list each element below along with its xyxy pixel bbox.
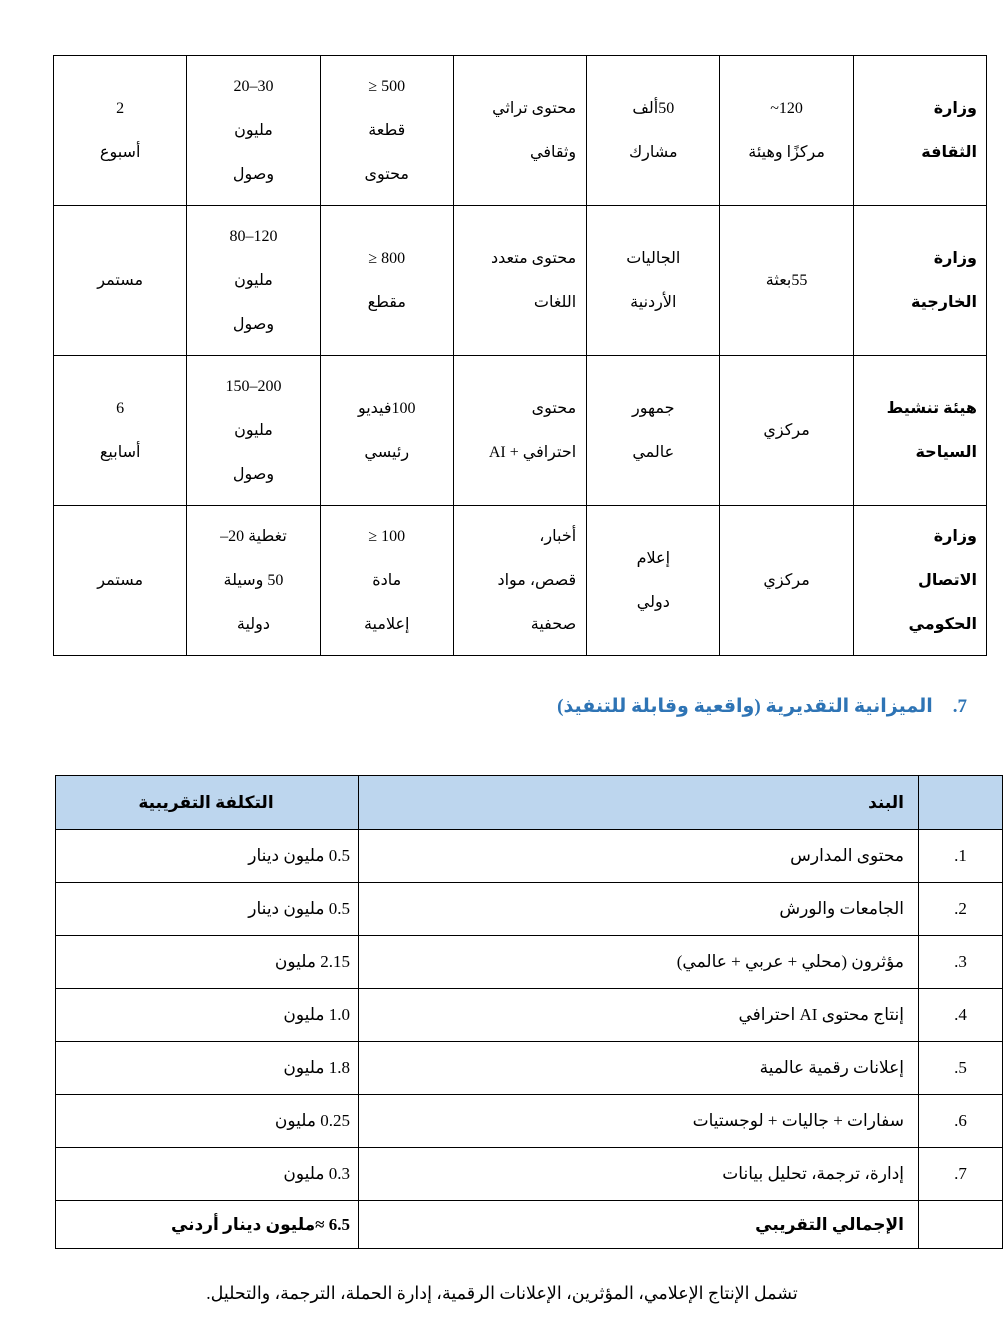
kpi-cell-content (453, 206, 586, 356)
budget-cell-num: 4. (919, 989, 1003, 1042)
kpi-cell-line: دولية (236, 615, 271, 633)
kpi-cell-line: وصول (232, 165, 275, 183)
budget-cell-item: الجامعات والورش (359, 883, 919, 936)
kpi-cell-duration (54, 356, 187, 506)
kpi-table (53, 55, 987, 656)
kpi-cell-line: هيئة تنشيط (886, 399, 977, 417)
budget-cell-item: إعلانات رقمية عالمية (359, 1042, 919, 1095)
kpi-cell-line: الثقافة (921, 143, 977, 161)
kpi-cell-line: الحكومي (908, 615, 977, 633)
kpi-cell-audience (587, 206, 720, 356)
kpi-cell-line: 50ألف (632, 99, 675, 117)
kpi-cell-line: إعلام (636, 549, 671, 567)
kpi-cell-line: احترافي + AI (488, 443, 577, 461)
kpi-cell-line: الجاليات (626, 249, 681, 267)
kpi-cell-line: رئيسي (364, 443, 410, 461)
kpi-cell-entity (853, 206, 986, 356)
kpi-cell-line: اللغات (533, 293, 577, 311)
footer-note: تشمل الإنتاج الإعلامي، المؤثرين، الإعلانات الرقمية، إدارة الحملة، الترجمة، والتحليل. (206, 1283, 798, 1303)
kpi-cell-line: 150–200 (225, 377, 282, 395)
kpi-cell-line: 6 (116, 399, 125, 417)
kpi-cell-line: دولي (636, 593, 670, 611)
budget-table (55, 775, 1003, 1249)
kpi-cell-line: الاتصال (917, 571, 977, 589)
kpi-row (54, 506, 987, 656)
kpi-cell-centers (720, 506, 853, 656)
budget-total-cell-cost: 6.5 ≈مليون دينار أردني (56, 1201, 359, 1249)
kpi-cell-line: أسبوع (99, 143, 141, 161)
kpi-cell-audience (587, 506, 720, 656)
kpi-cell-line: مركزي (763, 571, 810, 589)
kpi-cell-line: مستمر (97, 271, 144, 289)
kpi-cell-line: السياحة (915, 443, 977, 461)
kpi-cell-line: مركزًا وهيئة (748, 143, 825, 161)
budget-row (56, 936, 1003, 989)
kpi-cell-line: مقطع (367, 293, 406, 311)
kpi-cell-line: وزارة (933, 527, 977, 545)
budget-cell-num: 5. (919, 1042, 1003, 1095)
kpi-cell-line: عالمي (632, 443, 675, 461)
budget-cell-item: محتوى المدارس (359, 830, 919, 883)
kpi-cell-line: مشارك (628, 143, 678, 161)
kpi-cell-line: قصص، مواد (497, 571, 577, 589)
kpi-cell-line: مادة (372, 571, 402, 589)
budget-cell-cost: 0.25 مليون (56, 1095, 359, 1148)
kpi-cell-duration (54, 506, 187, 656)
kpi-cell-centers (720, 206, 853, 356)
kpi-cell-line: مليون (234, 421, 273, 439)
budget-cell-num: 2. (919, 883, 1003, 936)
section-heading-number: 7. (952, 696, 967, 717)
budget-table-body (56, 776, 1003, 1249)
kpi-cell-line: وثقافي (530, 143, 577, 161)
kpi-row (54, 356, 987, 506)
kpi-cell-line: ≥ 500 (368, 77, 406, 95)
kpi-cell-quantity (320, 206, 453, 356)
kpi-cell-entity (853, 356, 986, 506)
kpi-cell-line: 20–30 (233, 77, 274, 95)
section-heading-text: الميزانية التقديرية (واقعية وقابلة للتنفيذ) (557, 696, 933, 717)
kpi-cell-line: مستمر (97, 571, 144, 589)
section-heading (557, 695, 967, 718)
kpi-cell-reach (187, 506, 320, 656)
budget-cell-item: مؤثرون (محلي + عربي + عالمي) (359, 936, 919, 989)
kpi-cell-line: تغطية 20– (220, 527, 287, 545)
budget-cell-cost: 0.5 مليون دينار (56, 883, 359, 936)
kpi-cell-line: 80–120 (229, 227, 278, 245)
budget-header-cell-item: البند (359, 776, 919, 830)
kpi-cell-line: إعلامية (363, 615, 410, 633)
kpi-cell-line: وصول (232, 465, 275, 483)
kpi-cell-duration (54, 56, 187, 206)
kpi-cell-centers (720, 356, 853, 506)
kpi-cell-line: وزارة (933, 249, 977, 267)
kpi-cell-audience (587, 356, 720, 506)
kpi-cell-line: جمهور (632, 399, 675, 417)
budget-header-cell-cost: التكلفة التقريبية (56, 776, 359, 830)
kpi-cell-content (453, 506, 586, 656)
kpi-cell-line: أخبار، (539, 527, 577, 545)
kpi-row (54, 56, 987, 206)
budget-cell-item: إنتاج محتوى AI احترافي (359, 989, 919, 1042)
kpi-table-body (54, 56, 987, 656)
budget-cell-num: 6. (919, 1095, 1003, 1148)
budget-cell-num: 1. (919, 830, 1003, 883)
kpi-cell-line: الأردنية (630, 293, 677, 311)
kpi-cell-line: محتوى (531, 399, 577, 417)
kpi-cell-line: 55بعثة (765, 271, 808, 289)
kpi-row (54, 206, 987, 356)
budget-header-cell-num (919, 776, 1003, 830)
kpi-cell-line: ≥ 800 (368, 249, 406, 267)
kpi-cell-line: مركزي (763, 421, 810, 439)
budget-row (56, 1042, 1003, 1095)
budget-cell-num: 7. (919, 1148, 1003, 1201)
budget-cell-cost: 1.8 مليون (56, 1042, 359, 1095)
budget-total-cell-num (919, 1201, 1003, 1249)
budget-row (56, 830, 1003, 883)
kpi-cell-line: مليون (234, 271, 273, 289)
budget-cell-cost: 2.15 مليون (56, 936, 359, 989)
kpi-cell-line: وصول (232, 315, 275, 333)
budget-header-row (56, 776, 1003, 830)
budget-cell-item: سفارات + جاليات + لوجستيات (359, 1095, 919, 1148)
kpi-cell-line: 50 وسيلة (223, 571, 284, 589)
budget-row (56, 1148, 1003, 1201)
budget-row (56, 989, 1003, 1042)
kpi-cell-quantity (320, 56, 453, 206)
kpi-cell-line: وزارة (933, 99, 977, 117)
kpi-cell-reach (187, 356, 320, 506)
kpi-cell-centers (720, 56, 853, 206)
kpi-cell-line: الخارجية (910, 293, 977, 311)
kpi-cell-line: قطعة (368, 121, 406, 139)
kpi-cell-reach (187, 56, 320, 206)
kpi-cell-line: أسابيع (99, 443, 141, 461)
kpi-cell-line: ~120 (770, 99, 803, 117)
kpi-cell-line: محتوى تراثي (492, 99, 577, 117)
budget-row (56, 1095, 1003, 1148)
budget-total-row (56, 1201, 1003, 1249)
kpi-cell-content (453, 56, 586, 206)
budget-row (56, 883, 1003, 936)
kpi-cell-quantity (320, 506, 453, 656)
kpi-cell-line: 100فيديو (357, 399, 416, 417)
budget-cell-cost: 1.0 مليون (56, 989, 359, 1042)
kpi-cell-audience (587, 56, 720, 206)
kpi-cell-entity (853, 56, 986, 206)
kpi-cell-line: صحفية (530, 615, 577, 633)
kpi-cell-content (453, 356, 586, 506)
kpi-cell-line: محتوى متعدد (491, 249, 577, 267)
kpi-cell-reach (187, 206, 320, 356)
kpi-cell-line: 2 (116, 99, 125, 117)
kpi-cell-quantity (320, 356, 453, 506)
budget-cell-cost: 0.5 مليون دينار (56, 830, 359, 883)
kpi-cell-line: مليون (234, 121, 273, 139)
budget-cell-num: 3. (919, 936, 1003, 989)
kpi-cell-entity (853, 506, 986, 656)
kpi-cell-duration (54, 206, 187, 356)
kpi-cell-line: محتوى (364, 165, 409, 183)
budget-total-cell-item: الإجمالي التقريبي (359, 1201, 919, 1249)
budget-cell-cost: 0.3 مليون (56, 1148, 359, 1201)
kpi-cell-line: ≥ 100 (368, 527, 406, 545)
budget-cell-item: إدارة، ترجمة، تحليل بيانات (359, 1148, 919, 1201)
